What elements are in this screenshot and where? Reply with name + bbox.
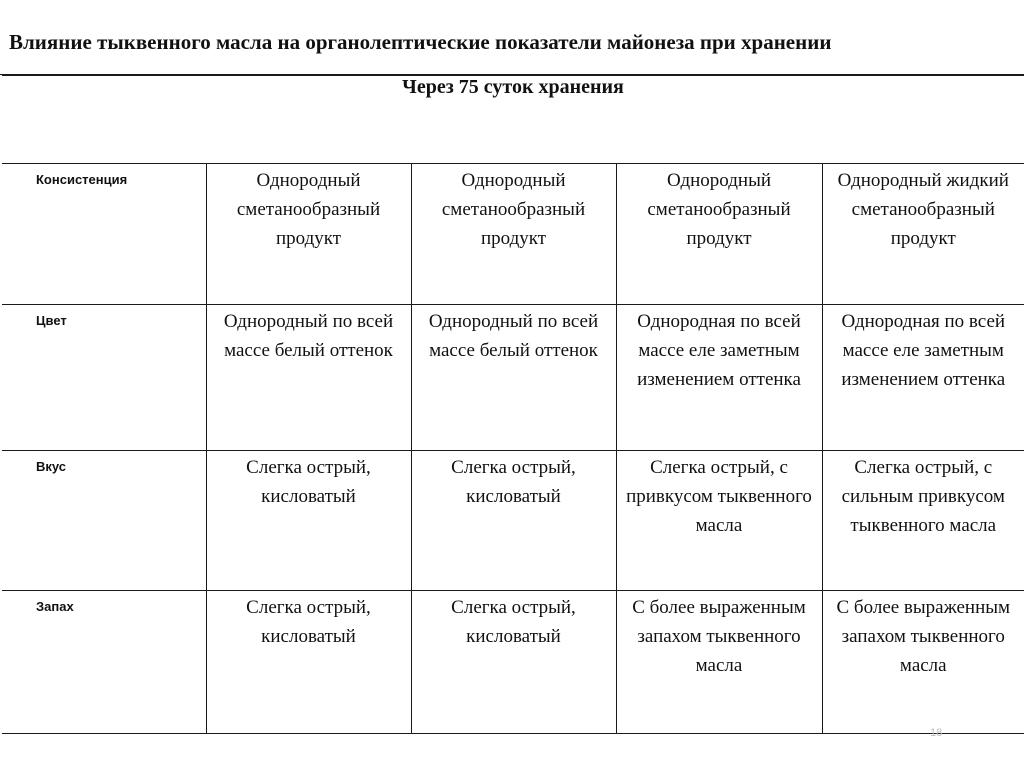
table-cell: Однородный сметанообразный продукт: [411, 164, 616, 305]
row-label: Цвет: [2, 305, 206, 451]
table-row-taste: [2, 451, 1024, 591]
table-cell: Однородный сметанообразный продукт: [616, 164, 822, 305]
table-row-consistency: [2, 164, 1024, 305]
table-cell: Слегка острый, кисловатый: [411, 591, 616, 734]
page-number: 18: [930, 727, 943, 739]
table-cell: Однородная по всей массе еле заметным изменением оттенка: [616, 305, 822, 451]
table-row-smell: [2, 591, 1024, 734]
table-cell: Однородный сметанообразный продукт: [206, 164, 411, 305]
table-cell: С более выраженным запахом тыквенного масла: [822, 591, 1024, 734]
page-title: Влияние тыквенного масла на органолептические показатели майонеза при хранении: [0, 0, 1024, 75]
table-cell: Слегка острый, кисловатый: [206, 451, 411, 591]
table-cell: С более выраженным запахом тыквенного масла: [616, 591, 822, 734]
table-cell: Слегка острый, с сильным привкусом тыквенного масла: [822, 451, 1024, 591]
table-cell: Однородная по всей массе еле заметным изменением оттенка: [822, 305, 1024, 451]
row-label: Вкус: [2, 451, 206, 591]
table-cell: Слегка острый, с привкусом тыквенного масла: [616, 451, 822, 591]
table-cell: Однородный жидкий сметанообразный продукт: [822, 164, 1024, 305]
table-cell: Однородный по всей массе белый оттенок: [411, 305, 616, 451]
storage-period-heading: Через 75 суток хранения: [2, 76, 1024, 164]
row-label: Запах: [2, 591, 206, 734]
table-row-color: [2, 305, 1024, 451]
table-cell: Однородный по всей массе белый оттенок: [206, 305, 411, 451]
table-cell: Слегка острый, кисловатый: [206, 591, 411, 734]
row-label: Консистенция: [2, 164, 206, 305]
data-table: [2, 75, 1024, 734]
table-header-row: [2, 76, 1024, 164]
table-cell: Слегка острый, кисловатый: [411, 451, 616, 591]
